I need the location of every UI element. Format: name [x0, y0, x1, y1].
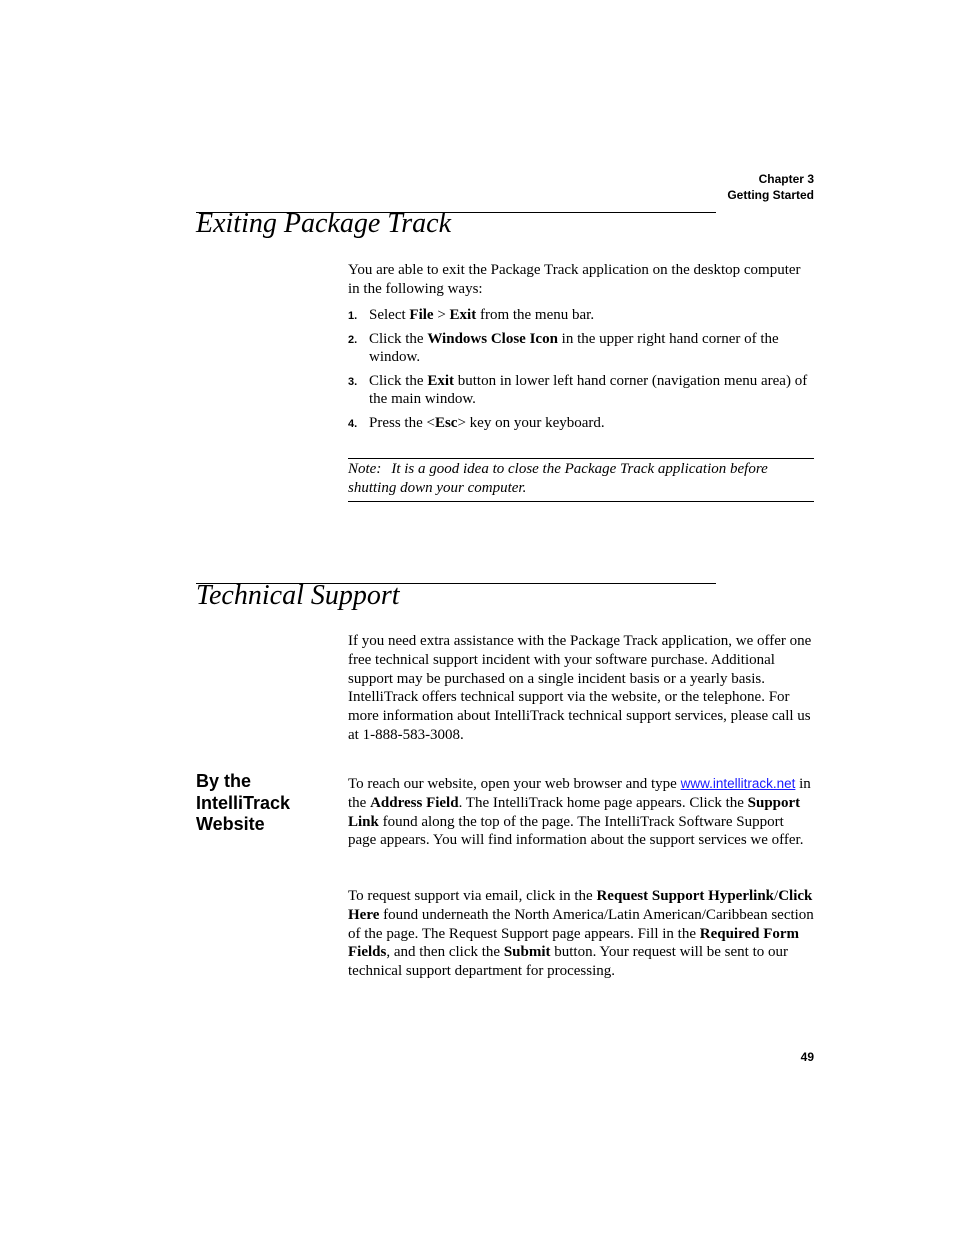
chapter-label: Chapter 3 [758, 172, 814, 186]
list-item: 4. Press the <Esc> key on your keyboard. [348, 415, 605, 431]
note-label: Note: [348, 461, 382, 477]
list-item: 1. Select File > Exit from the menu bar. [348, 307, 595, 323]
note-text: It is a good idea to close the Package Track application before shutting down your computer. [348, 461, 768, 496]
support-intro: If you need extra assistance with the Package Track application, we offer one free technical support incident with your software purchase. Additional support may be purchased on a single incident basis or a yearly basis. IntelliTrack offers technical support via the website, or the telephone. For more information about IntelliTrack technical support services, please call us at 1-888-583-3008. [348, 633, 812, 743]
list-item: 2. Click the Windows Close Icon in the upper right hand corner of the window. [348, 331, 779, 365]
website-paragraph-2: To request support via email, click in the Request Support Hyperlink/Click Here found underneath the North America/Latin American/Caribbean section of the page. The Request Support page appears. Fill in the Required Form Fields, and then click the Submit button. Your request will be sent to our technical support department for processing. [348, 888, 814, 980]
exiting-intro: You are able to exit the Package Track application on the desktop computer in the following ways: [348, 262, 801, 297]
section-title-support: Technical Support [196, 580, 400, 611]
exit-steps-list [348, 306, 814, 438]
page-number: 49 [800, 1050, 814, 1064]
section-title-exiting: Exiting Package Track [196, 208, 452, 239]
list-item: 3. Click the Exit button in lower left hand corner (navigation menu area) of the main window. [348, 373, 808, 407]
website-paragraph-1: To reach our website, open your web browser and type www.intellitrack.net in the Address Field. The IntelliTrack home page appears. Click the Support Link found along the top of the page. The IntelliTrack Software Support page appears. You will find information about the support services we offer. [348, 776, 811, 849]
subhead-website: By the IntelliTrack Website [196, 771, 291, 834]
chapter-title: Getting Started [727, 188, 814, 202]
running-head [727, 171, 814, 203]
note-box [348, 458, 814, 502]
intellitrack-website-link[interactable]: www.intellitrack.net [680, 776, 796, 791]
